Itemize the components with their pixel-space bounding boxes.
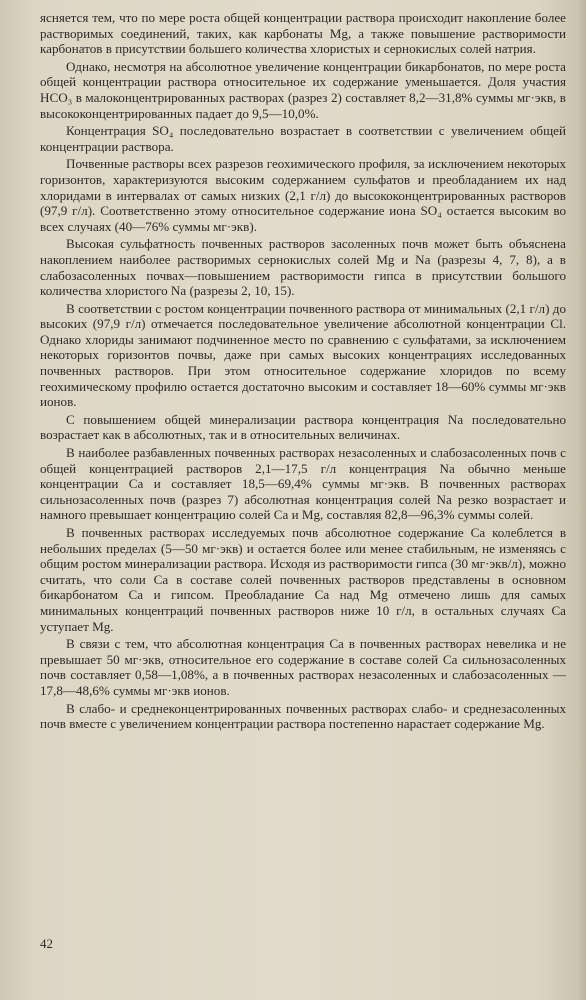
page-edge-shadow [578,0,586,1000]
page-text [40,10,566,732]
paragraph: Однако, несмотря на абсолютное увеличение концентрации бикарбонатов, по мере роста общей концентрации раствора относительное их содержание уменьшается. Доля участия HCO₃ в малоконцентрированных растворах (разрез 2) составляет 8,2—31,8% суммы мг·экв, в высококонцентрированных падает до 9,5—10,0%. [40,58,566,121]
paragraph: В связи с тем, что абсолютная концентрация Ca в почвенных растворах невелика и не превышает 50 мг·экв, относительное его содержание в составе солей Ca сильнозасоленных почв составляет 0,58—1,08%, а в почвенных растворах незасоленных и слабозасоленных — 17,8—48,6% суммы мг·экв ионов. [40,636,566,698]
paragraph: ясняется тем, что по мере роста общей концентрации раствора происходит накопление более растворимых соединений, таких, как карбонаты Mg, а также повышение растворимости карбонатов в присутствии большего количества хлористых и сернокислых солей натрия. [40,10,566,57]
paragraph: В наиболее разбавленных почвенных растворах незасоленных и слабозасоленных почв с общей концентрацией растворов 2,1—17,5 г/л концентрация Na обычно меньше концентрации Ca и составляет 18,5—69,4% суммы мг·экв. В почвенных растворах сильнозасоленных почв (разрез 7) абсолютная концентрация солей Na резко возрастает и намного превышает концентрацию солей Ca и Mg, составляя 82,8—96,3% суммы солей. [40,445,566,523]
paragraph: Почвенные растворы всех разрезов геохимического профиля, за исключением некоторых горизонтов, характеризуются высоким содержанием сульфатов и преобладанием их над хлоридами в интервалах от самых низких (2,1 г/л) до высококонцентрированных растворов (97,9 г/л). Соответственно этому относительное содержание иона SO₄ остается высоким во всех случаях (40—76% суммы мг·экв). [40,156,566,234]
paragraph: Высокая сульфатность почвенных растворов засоленных почв может быть объяснена накоплением наиболее растворимых сернокислых солей Mg и Na (разрезы 4, 7, 8), а в слабозасоленных почвах—повышением растворимости гипса в присутствии большого количества хлористого Na (разрезы 2, 10, 15). [40,236,566,299]
paragraph: В почвенных растворах исследуемых почв абсолютное содержание Ca колеблется в небольших пределах (5—50 мг·экв) и остается более или менее стабильным, не изменяясь с общим ростом минерализации раствора. Исходя из растворимости гипса (30 мг·экв/л), можно считать, что соли Ca в составе солей почвенных растворов представлены в основном бикарбонатом Ca и гипсом. Преобладание Ca над Mg отмечено лишь для самых минимальных концентраций почвенных растворов ниже 10 г/л, в остальных случаях Ca уступает Mg. [40,525,566,634]
paragraph: Концентрация SO₄ последовательно возрастает в соответствии с увеличением общей концентрации раствора. [40,123,566,154]
paragraph: С повышением общей минерализации раствора концентрация Na последовательно возрастает как в абсолютных, так и в относительных величинах. [40,411,566,443]
page-number: 42 [40,936,53,951]
paragraph: В соответствии с ростом концентрации почвенного раствора от минимальных (2,1 г/л) до высоких (97,9 г/л) отмечается последовательное увеличение абсолютной концентрации Cl. Однако хлориды занимают подчиненное место по сравнению с сульфатами, за исключением некоторых горизонтов почвы, даже при самых высоких концентрациях исследованных почвенных растворов. При этом относительное содержание хлоридов по всему геохимическому профилю остается достаточно высоким и составляет 18—60% суммы мг·экв ионов. [40,300,566,410]
paragraph: В слабо- и среднеконцентрированных почвенных растворах слабо- и среднезасоленных почв вместе с увеличением концентрации раствора постепенно нарастает содержание Mg. [40,700,566,732]
